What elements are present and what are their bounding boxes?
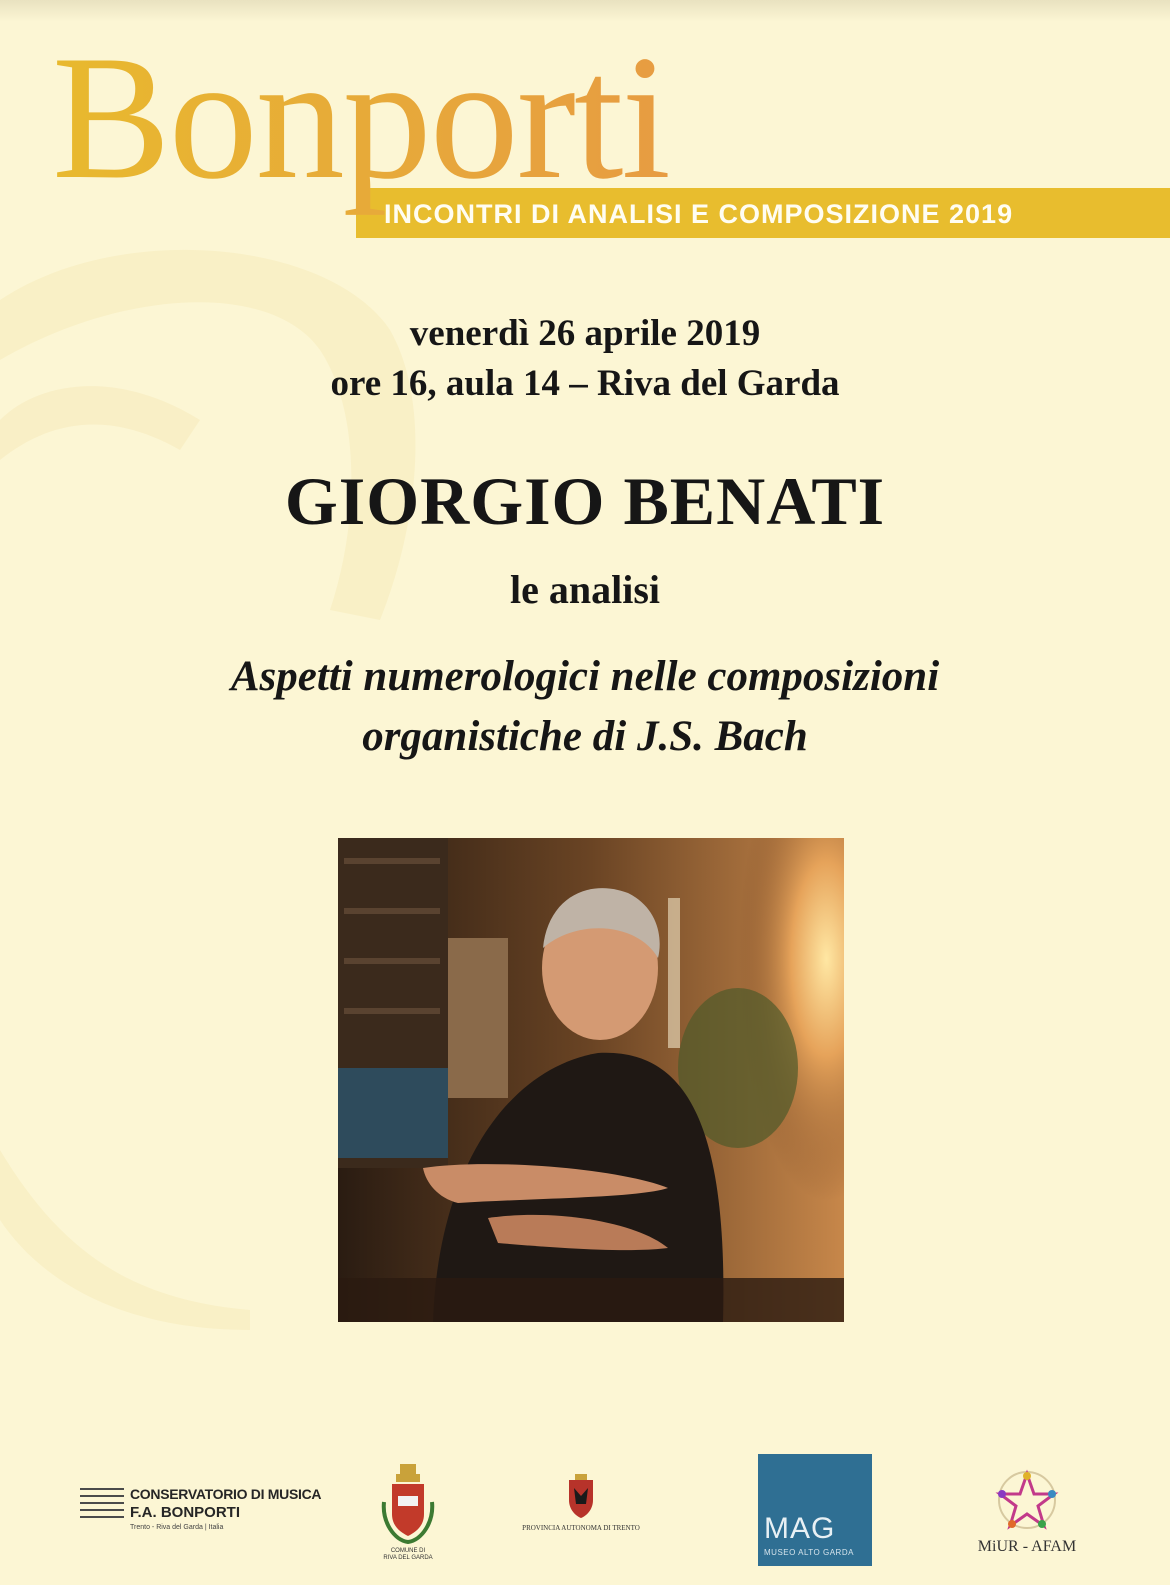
- provincia-eagle-icon: [516, 1474, 646, 1520]
- mag-logo: [758, 1454, 872, 1566]
- conservatorio-sub: F.A. BONPORTI: [130, 1504, 241, 1521]
- comune-caption: [378, 1548, 438, 1562]
- miur-star-icon: [962, 1466, 1092, 1534]
- mag-name: MAG: [764, 1512, 836, 1545]
- comune-logo: [378, 1462, 438, 1572]
- header-subtitle: INCONTRI DI ANALISI E COMPOSIZIONE 2019: [384, 199, 1014, 229]
- event-date: venerdì 26 aprile 2019: [409, 313, 761, 354]
- talk-title-line-1: Aspetti numerologici nelle composizioni: [230, 653, 940, 700]
- provincia-caption: PROVINCIA AUTONOMA DI TRENTO: [522, 1524, 640, 1532]
- comune-crest-icon: [378, 1462, 438, 1546]
- conservatorio-city: Trento - Riva del Garda | Italia: [130, 1524, 224, 1531]
- speaker-photo: [338, 838, 844, 1322]
- provincia-logo: [516, 1474, 646, 1554]
- conservatorio-name: CONSERVATORIO DI MUSICA: [130, 1486, 322, 1502]
- comune-caption-line-2: RIVA DEL GARDA: [383, 1555, 433, 1561]
- series-title: le analisi: [509, 567, 661, 612]
- event-time-place: ore 16, aula 14 – Riva del Garda: [330, 363, 840, 404]
- mag-full-name: MUSEO ALTO GARDA: [764, 1548, 854, 1557]
- comune-caption-line-1: COMUNE DI: [390, 1548, 426, 1554]
- miur-logo: [962, 1466, 1092, 1566]
- miur-caption: MiUR - AFAM: [977, 1538, 1077, 1555]
- conservatorio-lines-icon: [80, 1488, 124, 1523]
- brand-title: Bonporti: [52, 18, 669, 216]
- speaker-name: GIORGIO BENATI: [284, 463, 886, 539]
- talk-title-line-2: organistiche di J.S. Bach: [362, 713, 808, 760]
- conservatorio-logo: [80, 1482, 330, 1542]
